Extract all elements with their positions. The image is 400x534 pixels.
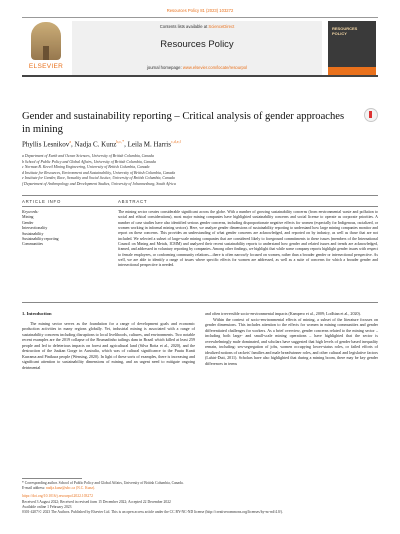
affiliation: b School of Public Policy and Global Affairs, University of British Columbia, Canada xyxy=(22,159,156,164)
article-info-heading: ARTICLE INFO xyxy=(22,199,62,204)
author-name[interactable]: Leila M. Harris xyxy=(127,140,171,149)
author-name[interactable]: Phyllis Lesnikov xyxy=(22,140,70,149)
keywords-block xyxy=(22,210,108,248)
keyword: Mining xyxy=(22,215,34,220)
footnote-rule xyxy=(22,478,82,479)
publisher-name: ELSEVIER xyxy=(28,63,64,70)
corresponding-note: * Corresponding author. School of Public Policy and Global Affairs, University of British Columbia, Canada. xyxy=(22,481,184,485)
author-name[interactable]: Nadja C. Kunz xyxy=(74,140,117,149)
email-link[interactable]: nadja.kunz@ubc.ca (N.C. Kunz). xyxy=(45,486,96,491)
cover-title: RESOURCES POLICY xyxy=(332,26,358,36)
abstract-text: The mining sector creates considerable significant across the globe. With a number of growing sustainability concerns (from environmental waste and pollution to social and ethical considerations), most major mining companies have highlighted sustainability concerns and social license to operate as corporate priorities. A number of case studies have also identified serious gender concerns, including disproportionate negative effects for women (especially for Indigenous, racialized, or women working in informal mining sectors). Here, we analyze gender dimensions of sustainability reporting to understand how large mining companies monitor and report on these concerns. This provides an understanding of what gender concerns are acknowledged, and reported on by industry, as well as those that are not included. We selected a subset of large-scale mining companies that are considered likely to foreground commitments to these issues (members of the International Council on Mining and Metals, ICMM) and analyzed their recent sustainability reports to understand how gender and related issues and trends are acknowledged, framed, and addressed in voluntary reporting by companies. Among other findings, we highlight that while some company reports highlight gender issues with respect to female employees, or conforming community relations—there is often narrowly focused on women, rather than a broader gender or intersectional perspective. As well, we are able to identify a range of issues where specific effects for women are addressed, as well as a suite of concerns for which a broader gender and intersectional perspective is needed. xyxy=(118,210,378,268)
journal-name: Resources Policy xyxy=(160,39,234,50)
divider xyxy=(22,206,378,207)
body-column-left xyxy=(22,311,195,370)
cover-strip xyxy=(328,67,376,75)
copyright-line: 0301-4207/© 2023 The Authors. Published by Elsevier Ltd. This is an open access article under the CC BY-NC-ND license (http://creativecommons.org/licenses/by-nc-nd/4.0/). xyxy=(22,510,283,515)
affiliation: a Department of Earth and Ocean Sciences, University of British Columbia, Canada xyxy=(22,154,154,158)
affiliation: d Institute for Resources, Environment and Sustainability, University of British Columbia, Canada xyxy=(22,170,176,175)
received-line: Received 3 August 2022; Received in revised form 15 December 2022; Accepted 22 December 2022 xyxy=(22,499,171,504)
keyword: Sustainability xyxy=(22,231,44,236)
keywords-heading: Keywords: xyxy=(22,210,39,214)
author-marks[interactable]: c,d,e,f xyxy=(170,139,181,144)
journal-cover-thumbnail[interactable] xyxy=(328,21,376,75)
crossmark-icon[interactable] xyxy=(364,108,378,122)
contents-line xyxy=(72,24,322,29)
divider xyxy=(22,195,378,196)
affiliation: c Norman B. Keevil Mining Engineering, University of British Columbia, Canada xyxy=(22,165,150,170)
section-heading: 1. Introduction xyxy=(22,311,52,316)
divider xyxy=(22,302,378,303)
top-citation[interactable]: Resources Policy 81 (2023) 103272 xyxy=(166,8,234,13)
contents-prefix: Contents lists available at xyxy=(159,24,208,29)
elsevier-tree-icon xyxy=(31,22,61,60)
paragraph: The mining sector serves as the foundation for a range of development goals and economic production activities in many regions globally. Yet, industrial mining is associated with a range of sustainability concerns including disruptions to local livelihoods, cultures, and environments. Two notable recent examples are the 2019 collapse of the Brumadinho tailings dam in Brazil which killed at least 259 people and led to deleterious impacts on forest and agricultural land (Silva Rotta et al., 2020), and the destruction of the Juukan Gorge in Australia, which was of cultural significance to the Puutu Kunti Kurrama and Pinikura people (Wensing, 2020). In light of these sorts of examples, there is increasing and significant attention to sustainability dimensions of mining, and an urgent need to mitigate ongoing detrimental xyxy=(22,320,195,370)
sciencedirect-link[interactable]: ScienceDirect xyxy=(208,24,235,29)
paragraph: Within the context of socio-environmental effects of mining, a subset of the literature focuses on gender dimensions. This includes attention to the effects for women in mining communities and gender differentiated challenges for workers. As a brief overview, gender concerns related to the mining sector – including both large- and small-scale mining operations – have highlighted that the sector is overwhelmingly male dominated, and scholars have suggested that high levels of gender based inequality remain, including: sex-segregation of jobs, women occupying lower-status roles, or failed efforts of idealized notions of rackets' families and male breadwinner roles, and other cultural and legislative factors (Lahiri-Dutt, 2011). Scholars have also highlighted that during a mining boom, there may be key gender differences in terms xyxy=(205,316,378,366)
doi-link[interactable]: https://doi.org/10.1016/j.resourpol.2022.103272 xyxy=(22,494,93,499)
affiliation: e Institute for Gender, Race, Sexuality and Social Justice, University of British Columbia, Canada xyxy=(22,176,175,181)
affiliations xyxy=(22,154,378,188)
elsevier-logo[interactable] xyxy=(24,22,68,72)
author-list: Phyllis Lesnikov$^a$, Nadja C. Kunz$^{b,c,*}$, Leila M. Harris$^{c,d,e,f}$ xyxy=(22,139,181,149)
journal-info-band xyxy=(72,21,322,75)
article-title: Gender and sustainability reporting – Critical analysis of gender approaches in mining xyxy=(22,111,345,135)
footnote-block xyxy=(22,478,378,515)
homepage-line xyxy=(72,65,322,70)
keyword: Communities xyxy=(22,242,43,247)
keyword: Sustainability reporting xyxy=(22,237,59,242)
author-marks[interactable]: a xyxy=(69,139,72,144)
affiliation: f Department of Anthropology and Development Studies, University of Johannesburg, South Africa xyxy=(22,181,176,186)
body-column-right xyxy=(205,311,378,366)
available-line: Available online 1 February 2023 xyxy=(22,504,72,509)
email-prefix: E-mail address: xyxy=(22,486,46,491)
keyword: Intersectionality xyxy=(22,226,48,231)
author-marks[interactable]: b,c,* xyxy=(116,139,125,144)
keyword: Gender xyxy=(22,220,34,225)
homepage-link[interactable]: www.elsevier.com/locate/resourpol xyxy=(182,65,248,70)
paragraph: and often irreversible socio-environmental impacts (Kampero et al., 2009; Lodhian et al., 2020). xyxy=(205,311,361,316)
journal-header xyxy=(22,17,378,77)
abstract-heading: ABSTRACT xyxy=(118,199,148,204)
homepage-prefix: journal homepage: xyxy=(146,65,182,70)
